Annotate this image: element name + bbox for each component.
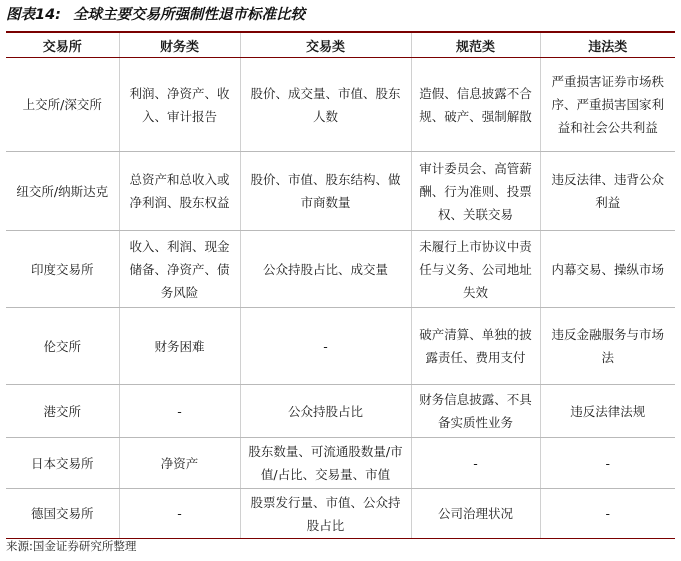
cell-exchange: 上交所/深交所 [6, 58, 119, 152]
cell-financial: 财务困难 [119, 308, 240, 385]
header-illegal: 违法类 [540, 32, 675, 58]
table-header-row [6, 32, 675, 58]
cell-illegal: 违反金融服务与市场法 [540, 308, 675, 385]
header-financial: 财务类 [119, 32, 240, 58]
table-row [6, 58, 675, 152]
cell-trading: 公众持股占比 [240, 385, 411, 438]
cell-regulatory: - [411, 438, 540, 489]
cell-financial: 收入、利润、现金储备、净资产、债务风险 [119, 231, 240, 308]
delisting-standards-table [6, 31, 675, 539]
cell-regulatory: 破产清算、单独的披露责任、费用支付 [411, 308, 540, 385]
cell-trading: 股东数量、可流通股数量/市值/占比、交易量、市值 [240, 438, 411, 489]
cell-regulatory: 财务信息披露、不具备实质性业务 [411, 385, 540, 438]
cell-trading: 股票发行量、市值、公众持股占比 [240, 489, 411, 539]
cell-financial: - [119, 489, 240, 539]
figure-label: 图表14: [6, 7, 61, 23]
table-row [6, 489, 675, 539]
cell-exchange: 印度交易所 [6, 231, 119, 308]
cell-exchange: 港交所 [6, 385, 119, 438]
cell-regulatory: 审计委员会、高管薪酬、行为准则、投票权、关联交易 [411, 152, 540, 231]
cell-financial: 利润、净资产、收入、审计报告 [119, 58, 240, 152]
cell-exchange: 德国交易所 [6, 489, 119, 539]
cell-trading: 股价、成交量、市值、股东人数 [240, 58, 411, 152]
figure-title-text: 全球主要交易所强制性退市标准比较 [72, 7, 305, 23]
cell-financial: 净资产 [119, 438, 240, 489]
source-note: 来源:国金证券研究所整理 [6, 539, 137, 553]
cell-exchange: 伦交所 [6, 308, 119, 385]
cell-illegal: 违反法律、违背公众利益 [540, 152, 675, 231]
table-row [6, 152, 675, 231]
cell-illegal: - [540, 438, 675, 489]
table-row [6, 385, 675, 438]
cell-trading: - [240, 308, 411, 385]
header-regulatory: 规范类 [411, 32, 540, 58]
figure-title [6, 4, 305, 26]
cell-regulatory: 公司治理状况 [411, 489, 540, 539]
cell-financial: - [119, 385, 240, 438]
cell-financial: 总资产和总收入或净利润、股东权益 [119, 152, 240, 231]
cell-illegal: 内幕交易、操纵市场 [540, 231, 675, 308]
cell-trading: 公众持股占比、成交量 [240, 231, 411, 308]
cell-trading: 股价、市值、股东结构、做市商数量 [240, 152, 411, 231]
cell-exchange: 日本交易所 [6, 438, 119, 489]
table-row [6, 231, 675, 308]
header-trading: 交易类 [240, 32, 411, 58]
cell-illegal: - [540, 489, 675, 539]
cell-illegal: 严重损害证券市场秩序、严重损害国家利益和社会公共利益 [540, 58, 675, 152]
table-row [6, 308, 675, 385]
header-exchange: 交易所 [6, 32, 119, 58]
cell-regulatory: 未履行上市协议中责任与义务、公司地址失效 [411, 231, 540, 308]
table-row [6, 438, 675, 489]
cell-illegal: 违反法律法规 [540, 385, 675, 438]
cell-regulatory: 造假、信息披露不合规、破产、强制解散 [411, 58, 540, 152]
cell-exchange: 纽交所/纳斯达克 [6, 152, 119, 231]
